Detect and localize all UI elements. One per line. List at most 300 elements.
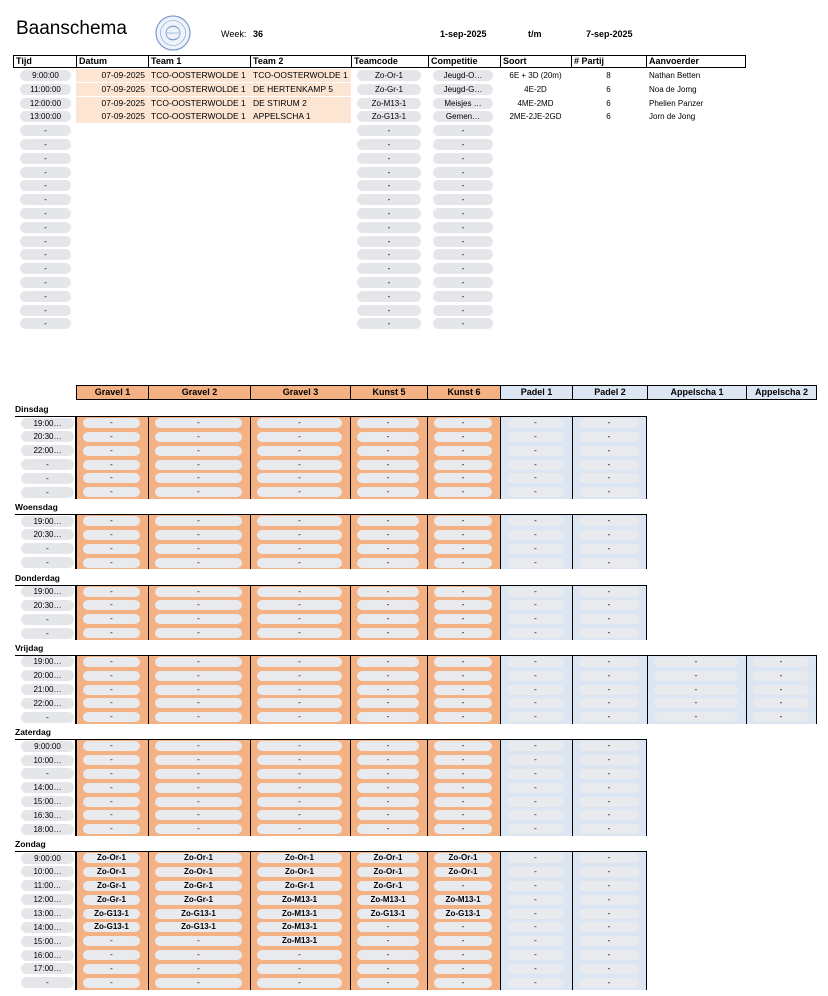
court-slot[interactable]: - bbox=[83, 783, 140, 793]
court-slot[interactable]: - bbox=[357, 487, 419, 497]
teamcode-cell[interactable]: - bbox=[357, 291, 421, 302]
court-slot[interactable]: - bbox=[434, 600, 492, 610]
court-slot[interactable]: - bbox=[257, 797, 342, 807]
court-slot[interactable]: Zo-G13-1 bbox=[155, 909, 242, 919]
court-slot[interactable]: - bbox=[507, 867, 564, 877]
court-slot[interactable]: - bbox=[155, 530, 242, 540]
court-slot[interactable]: - bbox=[753, 712, 809, 722]
teamcode-cell[interactable]: Zo-G13-1 bbox=[357, 111, 421, 122]
court-slot[interactable]: - bbox=[654, 698, 738, 708]
court-slot[interactable]: - bbox=[257, 460, 342, 470]
court-slot[interactable]: - bbox=[579, 895, 639, 905]
competitie-cell[interactable]: - bbox=[433, 236, 493, 247]
court-slot[interactable]: - bbox=[83, 530, 140, 540]
court-slot[interactable]: - bbox=[579, 432, 639, 442]
court-slot[interactable]: - bbox=[257, 544, 342, 554]
teamcode-cell[interactable]: - bbox=[357, 194, 421, 205]
court-slot[interactable]: - bbox=[155, 810, 242, 820]
court-slot[interactable]: Zo-M13-1 bbox=[357, 895, 419, 905]
court-slot[interactable]: - bbox=[507, 600, 564, 610]
court-slot[interactable]: - bbox=[654, 657, 738, 667]
time-cell[interactable]: - bbox=[20, 277, 71, 288]
court-slot[interactable]: Zo-Gr-1 bbox=[257, 881, 342, 891]
court-slot[interactable]: Zo-M13-1 bbox=[434, 895, 492, 905]
court-slot[interactable]: - bbox=[357, 558, 419, 568]
court-slot[interactable]: - bbox=[507, 558, 564, 568]
time-slot[interactable]: 19:00… bbox=[21, 656, 74, 667]
court-slot[interactable]: - bbox=[434, 698, 492, 708]
competitie-cell[interactable]: - bbox=[433, 291, 493, 302]
court-slot[interactable]: - bbox=[357, 614, 419, 624]
time-cell[interactable]: - bbox=[20, 125, 71, 136]
court-slot[interactable]: - bbox=[434, 797, 492, 807]
teamcode-cell[interactable]: - bbox=[357, 208, 421, 219]
court-slot[interactable]: - bbox=[155, 487, 242, 497]
court-slot[interactable]: - bbox=[434, 783, 492, 793]
competitie-cell[interactable]: - bbox=[433, 305, 493, 316]
court-slot[interactable]: - bbox=[434, 824, 492, 834]
court-slot[interactable]: - bbox=[357, 741, 419, 751]
court-slot[interactable]: - bbox=[357, 544, 419, 554]
court-slot[interactable]: - bbox=[434, 544, 492, 554]
court-slot[interactable]: - bbox=[507, 530, 564, 540]
time-cell[interactable]: - bbox=[20, 194, 71, 205]
court-slot[interactable]: - bbox=[257, 964, 342, 974]
court-slot[interactable]: - bbox=[257, 698, 342, 708]
court-slot[interactable]: - bbox=[83, 628, 140, 638]
competitie-cell[interactable]: - bbox=[433, 222, 493, 233]
court-slot[interactable]: - bbox=[83, 487, 140, 497]
time-slot[interactable]: - bbox=[21, 768, 74, 779]
competitie-cell[interactable]: - bbox=[433, 318, 493, 329]
time-slot[interactable]: 18:00… bbox=[21, 824, 74, 835]
time-cell[interactable]: - bbox=[20, 249, 71, 260]
court-slot[interactable]: Zo-Or-1 bbox=[155, 867, 242, 877]
court-slot[interactable]: - bbox=[434, 755, 492, 765]
court-slot[interactable]: - bbox=[155, 544, 242, 554]
competitie-cell[interactable]: - bbox=[433, 208, 493, 219]
court-slot[interactable]: - bbox=[507, 460, 564, 470]
court-slot[interactable]: - bbox=[83, 698, 140, 708]
court-slot[interactable]: - bbox=[434, 418, 492, 428]
time-slot[interactable]: 9:00:00 bbox=[21, 741, 74, 752]
competitie-cell[interactable]: - bbox=[433, 277, 493, 288]
court-slot[interactable]: - bbox=[579, 909, 639, 919]
teamcode-cell[interactable]: - bbox=[357, 139, 421, 150]
court-slot[interactable]: Zo-Or-1 bbox=[434, 867, 492, 877]
court-slot[interactable]: Zo-Gr-1 bbox=[155, 881, 242, 891]
court-slot[interactable]: Zo-Or-1 bbox=[257, 867, 342, 877]
court-slot[interactable]: - bbox=[155, 978, 242, 988]
court-slot[interactable]: - bbox=[579, 741, 639, 751]
court-slot[interactable]: - bbox=[357, 810, 419, 820]
court-slot[interactable]: - bbox=[579, 755, 639, 765]
court-slot[interactable]: - bbox=[507, 922, 564, 932]
court-slot[interactable]: - bbox=[434, 769, 492, 779]
court-slot[interactable]: - bbox=[579, 460, 639, 470]
court-slot[interactable]: Zo-Gr-1 bbox=[83, 881, 140, 891]
court-slot[interactable]: - bbox=[357, 446, 419, 456]
court-slot[interactable]: - bbox=[357, 755, 419, 765]
teamcode-cell[interactable]: Zo-Gr-1 bbox=[357, 84, 421, 95]
court-slot[interactable]: - bbox=[257, 824, 342, 834]
court-slot[interactable]: - bbox=[83, 797, 140, 807]
competitie-cell[interactable]: - bbox=[433, 167, 493, 178]
court-slot[interactable]: - bbox=[155, 600, 242, 610]
court-slot[interactable]: - bbox=[434, 685, 492, 695]
time-slot[interactable]: - bbox=[21, 487, 74, 498]
time-cell[interactable]: 11:00:00 bbox=[20, 84, 71, 95]
court-slot[interactable]: Zo-Or-1 bbox=[357, 853, 419, 863]
court-slot[interactable]: - bbox=[257, 446, 342, 456]
time-cell[interactable]: - bbox=[20, 208, 71, 219]
time-slot[interactable]: - bbox=[21, 628, 74, 639]
court-slot[interactable]: - bbox=[257, 950, 342, 960]
court-slot[interactable]: - bbox=[83, 587, 140, 597]
court-slot[interactable]: - bbox=[155, 685, 242, 695]
court-slot[interactable]: - bbox=[507, 810, 564, 820]
court-slot[interactable]: - bbox=[257, 810, 342, 820]
court-slot[interactable]: - bbox=[507, 487, 564, 497]
court-slot[interactable]: - bbox=[83, 964, 140, 974]
court-slot[interactable]: Zo-G13-1 bbox=[434, 909, 492, 919]
court-slot[interactable]: Zo-G13-1 bbox=[83, 909, 140, 919]
court-slot[interactable]: - bbox=[83, 460, 140, 470]
time-cell[interactable]: 13:00:00 bbox=[20, 111, 71, 122]
court-slot[interactable]: - bbox=[155, 460, 242, 470]
competitie-cell[interactable]: Jeugd-G… bbox=[433, 84, 493, 95]
court-slot[interactable]: - bbox=[155, 587, 242, 597]
court-slot[interactable]: - bbox=[507, 587, 564, 597]
court-slot[interactable]: Zo-M13-1 bbox=[257, 895, 342, 905]
court-slot[interactable]: - bbox=[434, 558, 492, 568]
time-slot[interactable]: - bbox=[21, 614, 74, 625]
court-slot[interactable]: - bbox=[257, 418, 342, 428]
court-slot[interactable]: - bbox=[434, 881, 492, 891]
court-slot[interactable]: - bbox=[155, 418, 242, 428]
court-slot[interactable]: - bbox=[507, 473, 564, 483]
court-slot[interactable]: - bbox=[507, 881, 564, 891]
court-slot[interactable]: - bbox=[83, 671, 140, 681]
court-slot[interactable]: - bbox=[434, 712, 492, 722]
court-slot[interactable]: - bbox=[753, 671, 809, 681]
court-slot[interactable]: - bbox=[155, 432, 242, 442]
court-slot[interactable]: Zo-G13-1 bbox=[83, 922, 140, 932]
court-slot[interactable]: - bbox=[579, 824, 639, 834]
court-slot[interactable]: - bbox=[155, 755, 242, 765]
competitie-cell[interactable]: - bbox=[433, 194, 493, 205]
court-slot[interactable]: Zo-Or-1 bbox=[434, 853, 492, 863]
competitie-cell[interactable]: - bbox=[433, 139, 493, 150]
court-slot[interactable]: - bbox=[155, 628, 242, 638]
teamcode-cell[interactable]: - bbox=[357, 125, 421, 136]
court-slot[interactable]: - bbox=[83, 824, 140, 834]
time-slot[interactable]: 20:00… bbox=[21, 670, 74, 681]
court-slot[interactable]: - bbox=[357, 824, 419, 834]
court-slot[interactable]: - bbox=[83, 810, 140, 820]
court-slot[interactable]: - bbox=[357, 657, 419, 667]
time-slot[interactable]: 15:00… bbox=[21, 936, 74, 947]
court-slot[interactable]: - bbox=[83, 516, 140, 526]
court-slot[interactable]: - bbox=[507, 614, 564, 624]
court-slot[interactable]: - bbox=[507, 895, 564, 905]
time-slot[interactable]: 15:00… bbox=[21, 796, 74, 807]
court-slot[interactable]: - bbox=[83, 544, 140, 554]
court-slot[interactable]: - bbox=[257, 657, 342, 667]
teamcode-cell[interactable]: - bbox=[357, 263, 421, 274]
court-slot[interactable]: - bbox=[357, 769, 419, 779]
time-slot[interactable]: 16:00… bbox=[21, 950, 74, 961]
court-slot[interactable]: - bbox=[579, 657, 639, 667]
competitie-cell[interactable]: Meisjes … bbox=[433, 98, 493, 109]
time-slot[interactable]: - bbox=[21, 557, 74, 568]
time-cell[interactable]: - bbox=[20, 263, 71, 274]
court-slot[interactable]: Zo-Or-1 bbox=[155, 853, 242, 863]
court-slot[interactable]: - bbox=[155, 741, 242, 751]
court-slot[interactable]: - bbox=[257, 487, 342, 497]
court-slot[interactable]: - bbox=[579, 769, 639, 779]
time-cell[interactable]: - bbox=[20, 236, 71, 247]
court-slot[interactable]: - bbox=[257, 587, 342, 597]
court-slot[interactable]: - bbox=[507, 769, 564, 779]
court-slot[interactable]: - bbox=[507, 909, 564, 919]
court-slot[interactable]: - bbox=[83, 446, 140, 456]
time-slot[interactable]: - bbox=[21, 712, 74, 723]
court-slot[interactable]: - bbox=[83, 558, 140, 568]
teamcode-cell[interactable]: - bbox=[357, 153, 421, 164]
court-slot[interactable]: - bbox=[257, 783, 342, 793]
court-slot[interactable]: - bbox=[579, 530, 639, 540]
court-slot[interactable]: - bbox=[257, 671, 342, 681]
court-slot[interactable]: - bbox=[507, 516, 564, 526]
teamcode-cell[interactable]: Zo-Or-1 bbox=[357, 70, 421, 81]
court-slot[interactable]: - bbox=[507, 418, 564, 428]
court-slot[interactable]: - bbox=[434, 922, 492, 932]
court-slot[interactable]: - bbox=[579, 797, 639, 807]
court-slot[interactable]: - bbox=[579, 853, 639, 863]
time-slot[interactable]: 11:00… bbox=[21, 880, 74, 891]
court-slot[interactable]: - bbox=[579, 516, 639, 526]
time-slot[interactable]: 10:00… bbox=[21, 755, 74, 766]
competitie-cell[interactable]: - bbox=[433, 249, 493, 260]
time-cell[interactable]: - bbox=[20, 291, 71, 302]
court-slot[interactable]: - bbox=[257, 530, 342, 540]
court-slot[interactable]: - bbox=[579, 685, 639, 695]
court-slot[interactable]: - bbox=[507, 657, 564, 667]
teamcode-cell[interactable]: - bbox=[357, 222, 421, 233]
court-slot[interactable]: - bbox=[579, 544, 639, 554]
time-slot[interactable]: 12:00… bbox=[21, 894, 74, 905]
court-slot[interactable]: - bbox=[357, 516, 419, 526]
court-slot[interactable]: - bbox=[579, 783, 639, 793]
court-slot[interactable]: - bbox=[357, 628, 419, 638]
court-slot[interactable]: - bbox=[579, 614, 639, 624]
competitie-cell[interactable]: - bbox=[433, 263, 493, 274]
court-slot[interactable]: - bbox=[83, 755, 140, 765]
court-slot[interactable]: - bbox=[507, 950, 564, 960]
court-slot[interactable]: - bbox=[434, 964, 492, 974]
court-slot[interactable]: - bbox=[579, 922, 639, 932]
court-slot[interactable]: - bbox=[507, 628, 564, 638]
court-slot[interactable]: - bbox=[257, 685, 342, 695]
court-slot[interactable]: - bbox=[579, 600, 639, 610]
time-slot[interactable]: - bbox=[21, 977, 74, 988]
court-slot[interactable]: - bbox=[507, 741, 564, 751]
court-slot[interactable]: - bbox=[434, 978, 492, 988]
court-slot[interactable]: - bbox=[155, 516, 242, 526]
time-slot[interactable]: 17:00… bbox=[21, 963, 74, 974]
court-slot[interactable]: - bbox=[83, 432, 140, 442]
court-slot[interactable]: - bbox=[257, 755, 342, 765]
court-slot[interactable]: - bbox=[83, 769, 140, 779]
court-slot[interactable]: - bbox=[434, 950, 492, 960]
court-slot[interactable]: - bbox=[579, 418, 639, 428]
court-slot[interactable]: - bbox=[507, 698, 564, 708]
court-slot[interactable]: - bbox=[155, 783, 242, 793]
court-slot[interactable]: - bbox=[579, 810, 639, 820]
court-slot[interactable]: - bbox=[579, 671, 639, 681]
court-slot[interactable]: - bbox=[579, 881, 639, 891]
court-slot[interactable]: - bbox=[83, 614, 140, 624]
court-slot[interactable]: - bbox=[654, 685, 738, 695]
court-slot[interactable]: - bbox=[753, 657, 809, 667]
time-cell[interactable]: - bbox=[20, 167, 71, 178]
court-slot[interactable]: - bbox=[579, 628, 639, 638]
court-slot[interactable]: - bbox=[155, 614, 242, 624]
court-slot[interactable]: Zo-Gr-1 bbox=[155, 895, 242, 905]
teamcode-cell[interactable]: - bbox=[357, 180, 421, 191]
time-slot[interactable]: 19:00… bbox=[21, 418, 74, 429]
time-cell[interactable]: 12:00:00 bbox=[20, 98, 71, 109]
court-slot[interactable]: - bbox=[654, 712, 738, 722]
time-slot[interactable]: 20:30… bbox=[21, 600, 74, 611]
court-slot[interactable]: - bbox=[579, 698, 639, 708]
time-cell[interactable]: - bbox=[20, 180, 71, 191]
court-slot[interactable]: - bbox=[155, 698, 242, 708]
court-slot[interactable]: - bbox=[654, 671, 738, 681]
court-slot[interactable]: - bbox=[434, 810, 492, 820]
time-slot[interactable]: - bbox=[21, 543, 74, 554]
court-slot[interactable]: - bbox=[507, 755, 564, 765]
court-slot[interactable]: - bbox=[257, 628, 342, 638]
court-slot[interactable]: Zo-Or-1 bbox=[357, 867, 419, 877]
court-slot[interactable]: Zo-G13-1 bbox=[357, 909, 419, 919]
court-slot[interactable]: - bbox=[83, 936, 140, 946]
time-slot[interactable]: 21:00… bbox=[21, 684, 74, 695]
court-slot[interactable]: - bbox=[257, 432, 342, 442]
court-slot[interactable]: - bbox=[83, 657, 140, 667]
time-slot[interactable]: 16:30… bbox=[21, 810, 74, 821]
teamcode-cell[interactable]: - bbox=[357, 305, 421, 316]
court-slot[interactable]: - bbox=[357, 964, 419, 974]
competitie-cell[interactable]: - bbox=[433, 180, 493, 191]
court-slot[interactable]: - bbox=[357, 600, 419, 610]
court-slot[interactable]: - bbox=[155, 824, 242, 834]
time-slot[interactable]: - bbox=[21, 473, 74, 484]
teamcode-cell[interactable]: - bbox=[357, 167, 421, 178]
court-slot[interactable]: - bbox=[434, 936, 492, 946]
court-slot[interactable]: - bbox=[83, 741, 140, 751]
court-slot[interactable]: - bbox=[507, 671, 564, 681]
court-slot[interactable]: - bbox=[357, 530, 419, 540]
court-slot[interactable]: - bbox=[83, 685, 140, 695]
court-slot[interactable]: - bbox=[257, 741, 342, 751]
court-slot[interactable]: - bbox=[507, 685, 564, 695]
time-slot[interactable]: 13:00… bbox=[21, 908, 74, 919]
time-slot[interactable]: 22:00… bbox=[21, 698, 74, 709]
court-slot[interactable]: - bbox=[507, 824, 564, 834]
court-slot[interactable]: - bbox=[257, 558, 342, 568]
court-slot[interactable]: - bbox=[434, 473, 492, 483]
court-slot[interactable]: - bbox=[357, 432, 419, 442]
competitie-cell[interactable]: Jeugd-O… bbox=[433, 70, 493, 81]
court-slot[interactable]: Zo-M13-1 bbox=[257, 909, 342, 919]
court-slot[interactable]: - bbox=[83, 418, 140, 428]
court-slot[interactable]: - bbox=[257, 712, 342, 722]
court-slot[interactable]: - bbox=[357, 978, 419, 988]
court-slot[interactable]: - bbox=[357, 783, 419, 793]
court-slot[interactable]: - bbox=[434, 587, 492, 597]
time-slot[interactable]: 19:00… bbox=[21, 586, 74, 597]
court-slot[interactable]: - bbox=[507, 712, 564, 722]
court-slot[interactable]: - bbox=[357, 950, 419, 960]
teamcode-cell[interactable]: Zo-M13-1 bbox=[357, 98, 421, 109]
court-slot[interactable]: - bbox=[357, 671, 419, 681]
court-slot[interactable]: - bbox=[579, 936, 639, 946]
court-slot[interactable]: - bbox=[579, 446, 639, 456]
court-slot[interactable]: - bbox=[155, 657, 242, 667]
court-slot[interactable]: - bbox=[357, 473, 419, 483]
court-slot[interactable]: - bbox=[579, 587, 639, 597]
court-slot[interactable]: - bbox=[753, 685, 809, 695]
court-slot[interactable]: - bbox=[753, 698, 809, 708]
court-slot[interactable]: - bbox=[579, 950, 639, 960]
court-slot[interactable]: - bbox=[579, 558, 639, 568]
court-slot[interactable]: - bbox=[434, 741, 492, 751]
court-slot[interactable]: Zo-G13-1 bbox=[155, 922, 242, 932]
court-slot[interactable]: - bbox=[579, 487, 639, 497]
court-slot[interactable]: - bbox=[434, 487, 492, 497]
time-cell[interactable]: - bbox=[20, 318, 71, 329]
court-slot[interactable]: Zo-M13-1 bbox=[257, 922, 342, 932]
time-slot[interactable]: 22:00… bbox=[21, 445, 74, 456]
court-slot[interactable]: - bbox=[257, 614, 342, 624]
court-slot[interactable]: - bbox=[357, 460, 419, 470]
court-slot[interactable]: - bbox=[357, 936, 419, 946]
court-slot[interactable]: - bbox=[357, 797, 419, 807]
court-slot[interactable]: - bbox=[155, 712, 242, 722]
court-slot[interactable]: - bbox=[579, 978, 639, 988]
court-slot[interactable]: - bbox=[357, 698, 419, 708]
time-cell[interactable]: - bbox=[20, 305, 71, 316]
court-slot[interactable]: - bbox=[357, 922, 419, 932]
time-slot[interactable]: 9:00:00 bbox=[21, 853, 74, 864]
court-slot[interactable]: - bbox=[257, 600, 342, 610]
time-cell[interactable]: - bbox=[20, 139, 71, 150]
court-slot[interactable]: - bbox=[434, 657, 492, 667]
court-slot[interactable]: - bbox=[83, 950, 140, 960]
competitie-cell[interactable]: Gemen… bbox=[433, 111, 493, 122]
court-slot[interactable]: - bbox=[155, 936, 242, 946]
court-slot[interactable]: - bbox=[155, 797, 242, 807]
court-slot[interactable]: - bbox=[434, 614, 492, 624]
court-slot[interactable]: - bbox=[155, 964, 242, 974]
competitie-cell[interactable]: - bbox=[433, 153, 493, 164]
court-slot[interactable]: - bbox=[434, 460, 492, 470]
court-slot[interactable]: - bbox=[434, 530, 492, 540]
court-slot[interactable]: - bbox=[83, 978, 140, 988]
court-slot[interactable]: - bbox=[83, 712, 140, 722]
